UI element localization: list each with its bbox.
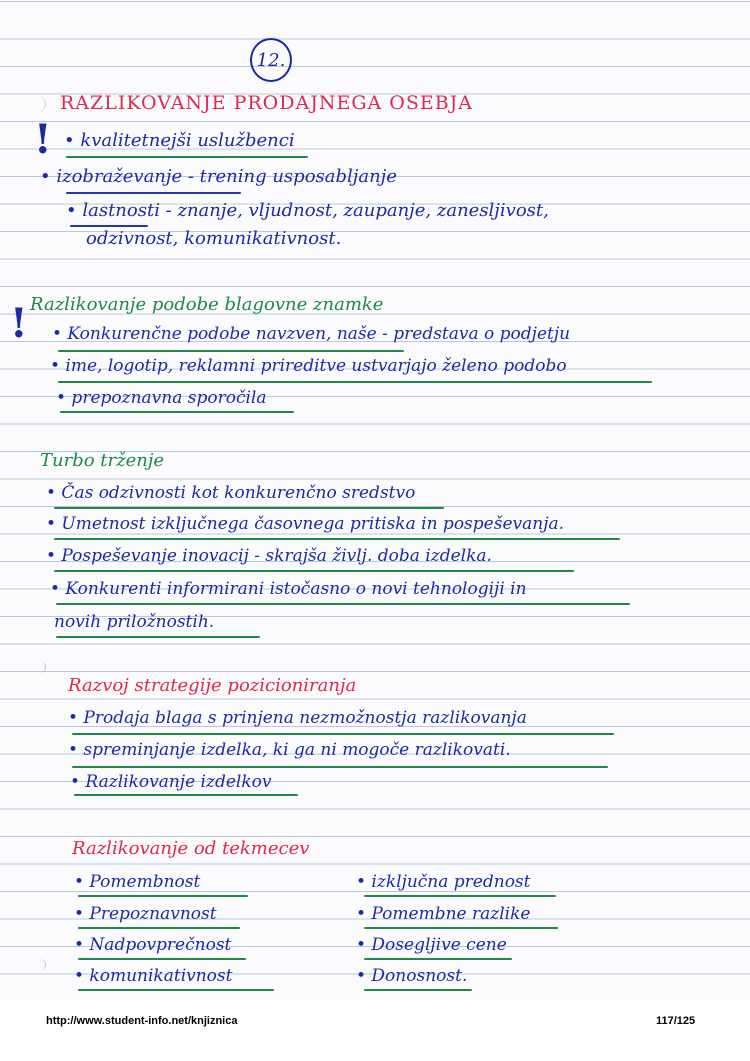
underline (66, 156, 308, 158)
note-line: • Razlikovanje izdelkov (70, 772, 272, 792)
section-title: Razlikovanje podobe blagovne znamke (30, 294, 384, 315)
section-title: Razlikovanje od tekmecev (72, 838, 310, 859)
underline (58, 381, 652, 383)
note-line: • Pospeševanje inovacij - skrajša življ. doba izdelka. (46, 546, 492, 566)
page-number: 12. (256, 49, 286, 71)
list-item: • Pomembnost (74, 872, 201, 892)
note-line: odzivnost, komunikativnost. (86, 228, 342, 249)
underline (78, 927, 240, 929)
list-item: • Nadpovprečnost (74, 935, 232, 955)
list-item: • Dosegljive cene (356, 935, 507, 955)
underline (66, 192, 241, 194)
note-line: • prepoznavna sporočila (56, 388, 267, 408)
underline (56, 636, 260, 638)
note-line: • Konkurenti informirani istočasno o novi tehnologiji in (50, 579, 527, 599)
exclamation-mark-icon: ! (10, 300, 28, 347)
punch-hole (30, 97, 46, 111)
list-item: • komunikativnost (74, 966, 233, 986)
footer-url: http://www.student-info.net/knjiznica (46, 1015, 238, 1027)
list-item: • Pomembne razlike (356, 904, 531, 924)
underline (74, 794, 298, 796)
underline (54, 507, 444, 509)
note-line: • Konkurenčne podobe navzven, naše - predstava o podjetju (52, 324, 571, 344)
underline (56, 603, 630, 605)
underline (364, 895, 556, 897)
page-number-circle (250, 38, 292, 82)
note-line: • Čas odzivnosti kot konkurenčno sredstvo (46, 483, 416, 503)
note-line: • izobraževanje - trening usposabljanje (40, 166, 397, 187)
underline (364, 927, 558, 929)
section-title: RAZLIKOVANJE PRODAJNEGA OSEBJA (60, 92, 474, 114)
exclamation-mark-icon: ! (34, 116, 52, 163)
section-title: Razvoj strategije pozicioniranja (68, 675, 357, 696)
list-item: • izključna prednost (356, 872, 531, 892)
note-line: • ime, logotip, reklamni prireditve ustvarjajo želeno podobo (50, 356, 567, 376)
underline (78, 895, 248, 897)
note-line: • kvalitetnejši uslužbenci (64, 130, 295, 151)
underline (72, 733, 614, 735)
underline (78, 958, 246, 960)
note-line: • Prodaja blaga s prinjena nezmožnostja razlikovanja (68, 708, 527, 728)
list-item: • Prepoznavnost (74, 904, 217, 924)
footer-page-count: 117/125 (656, 1015, 696, 1027)
underline (70, 225, 148, 227)
underline (54, 538, 620, 540)
underline (364, 989, 472, 991)
underline (58, 350, 404, 352)
list-item: • Donosnost. (356, 966, 468, 986)
underline (72, 766, 608, 768)
punch-hole (30, 958, 46, 972)
note-line: • Umetnost izključnega časovnega pritiska in pospeševanja. (46, 514, 565, 534)
underline (60, 411, 294, 413)
underline (78, 989, 274, 991)
note-line: • lastnosti - znanje, vljudnost, zaupanje, zanesljivost, (66, 200, 549, 221)
note-line: novih priložnostih. (54, 612, 215, 632)
underline (364, 958, 512, 960)
section-title: Turbo trženje (40, 450, 165, 471)
note-line: • spreminjanje izdelka, ki ga ni mogoče razlikovati. (68, 740, 511, 760)
punch-hole (30, 660, 46, 674)
underline (54, 570, 574, 572)
